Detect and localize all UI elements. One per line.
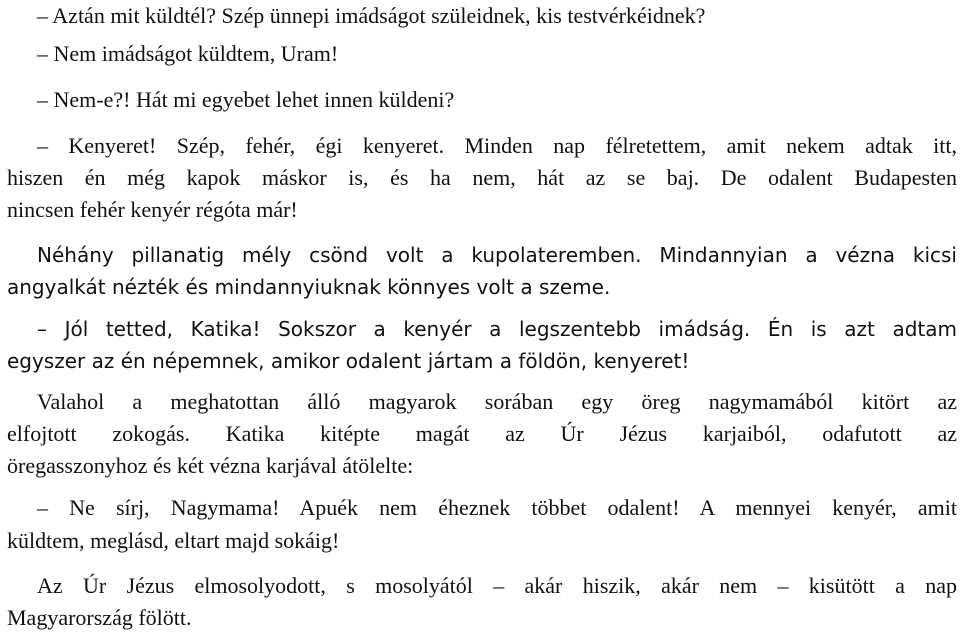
text-line: – Nem imádságot küldtem, Uram! [37, 41, 339, 66]
text-line: – Jól tetted, Katika! Sokszor a kenyér a legszentebb imádság. Én is azt adtam [37, 317, 957, 341]
text-line: angyalkát nézték és mindannyiuknak könnyes volt a szeme. [7, 275, 611, 299]
text-line: öregasszonyhoz és két vézna karjával átölelte: [7, 453, 414, 478]
text-line: Valahol a meghatottan álló magyarok sorában egy öreg nagymamából kitört az [37, 389, 957, 414]
text-line: hiszen én még kapok máskor is, és ha nem, hát az se baj. De odalent Budapesten [7, 165, 957, 190]
text-line: – Nem-e?! Hát mi egyebet lehet innen küldeni? [37, 87, 455, 112]
text-line: Néhány pillanatig mély csönd volt a kupolateremben. Mindannyian a vézna kicsi [37, 243, 957, 267]
text-line: – Aztán mit küldtél? Szép ünnepi imádságot szüleidnek, kis testvérkéidnek? [37, 3, 706, 28]
text-line: nincsen fehér kenyér régóta már! [7, 197, 298, 222]
text-line: – Kenyeret! Szép, fehér, égi kenyeret. Minden nap félretettem, amit nekem adtak itt, [37, 133, 957, 158]
text-line: egyszer az én népemnek, amikor odalent jártam a földön, kenyeret! [7, 349, 690, 373]
text-line: elfojtott zokogás. Katika kitépte magát az Úr Jézus karjaiból, odafutott az [7, 421, 957, 446]
text-line: Az Úr Jézus elmosolyodott, s mosolyától – akár hiszik, akár nem – kisütött a nap [37, 573, 957, 598]
text-line: küldtem, meglásd, eltart majd sokáig! [7, 528, 340, 553]
text-line: – Ne sírj, Nagymama! Apuék nem éheznek többet odalent! A mennyei kenyér, amit [37, 495, 957, 520]
text-line: Magyarország fölött. [7, 605, 192, 630]
